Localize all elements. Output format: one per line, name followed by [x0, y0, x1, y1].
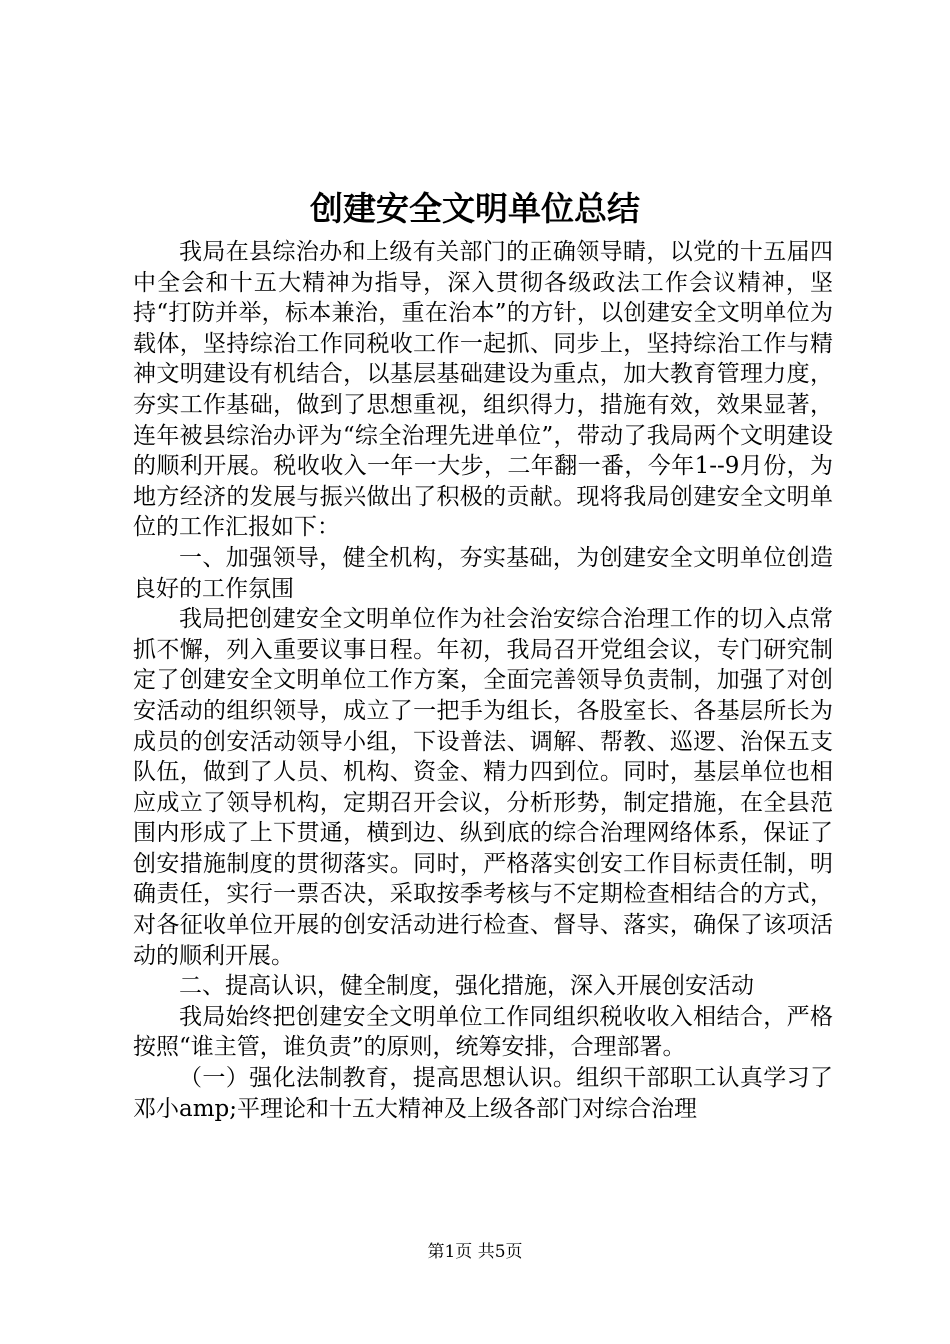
paragraph-subsection-1: （一）强化法制教育，提高思想认识。组织干部职工认真学习了邓小amp;平理论和十五大精神及上级各部门对综合治理: [133, 1065, 833, 1122]
paragraph-intro: 我局在县综治办和上级有关部门的正确领导睛，以党的十五届四中全会和十五大精神为指导，深入贯彻各级政法工作会议精神，坚持“打防并举，标本兼治，重在治本”的方针，以创建安全文明单位为载体，坚持综治工作同税收工作一起抓、同步上，坚持综治工作与精神文明建设有机结合，以基层基础建设为重点，加大教育管理力度，夯实工作基础，做到了思想重视，组织得力，措施有效，效果显著，连年被县综治办评为“综全治理先进单位”，带动了我局两个文明建设的顺利开展。税收收入一年一大步，二年翻一番，今年1--9月份，为地方经济的发展与振兴做出了积极的贡献。现将我局创建安全文明单位的工作汇报如下：: [133, 239, 833, 541]
section-heading-2: 二、提高认识，健全制度，强化措施，深入开展创安活动: [179, 973, 754, 1000]
page-number: 第1页 共5页: [427, 1242, 523, 1262]
document-body: [133, 237, 833, 1124]
paragraph-section-2: 我局始终把创建安全文明单位工作同组织税收收入相结合，严格按照“谁主管，谁负责”的原则，统筹安排，合理部署。: [133, 1003, 833, 1061]
paragraph-section-1: 我局把创建安全文明单位作为社会治安综合治理工作的切入点常抓不懈，列入重要议事日程。年初，我局召开党组会议，专门研究制定了创建安全文明单位工作方案，全面完善领导负责制，加强了对创安活动的组织领导，成立了一把手为组长，各股室长、各基层所长为成员的创安活动领导小组，下设普法、调解、帮教、巡逻、治保五支队伍，做到了人员、机构、资金、精力四到位。同时，基层单位也相应成立了领导机构，定期召开会议，分析形势，制定措施，在全县范围内形成了上下贯通，横到边、纵到底的综合治理网络体系，保证了创安措施制度的贯彻落实。同时，严格落实创安工作目标责任制，明确责任，实行一票否决，采取按季考核与不定期检查相结合的方式，对各征收单位开展的创安活动进行检查、督导、落实，确保了该项活动的顺利开展。: [133, 606, 833, 969]
document-title: 创建安全文明单位总结: [310, 189, 640, 228]
section-heading-1: 一、加强领导，健全机构，夯实基础，为创建安全文明单位创造良好的工作氛围: [133, 544, 833, 602]
